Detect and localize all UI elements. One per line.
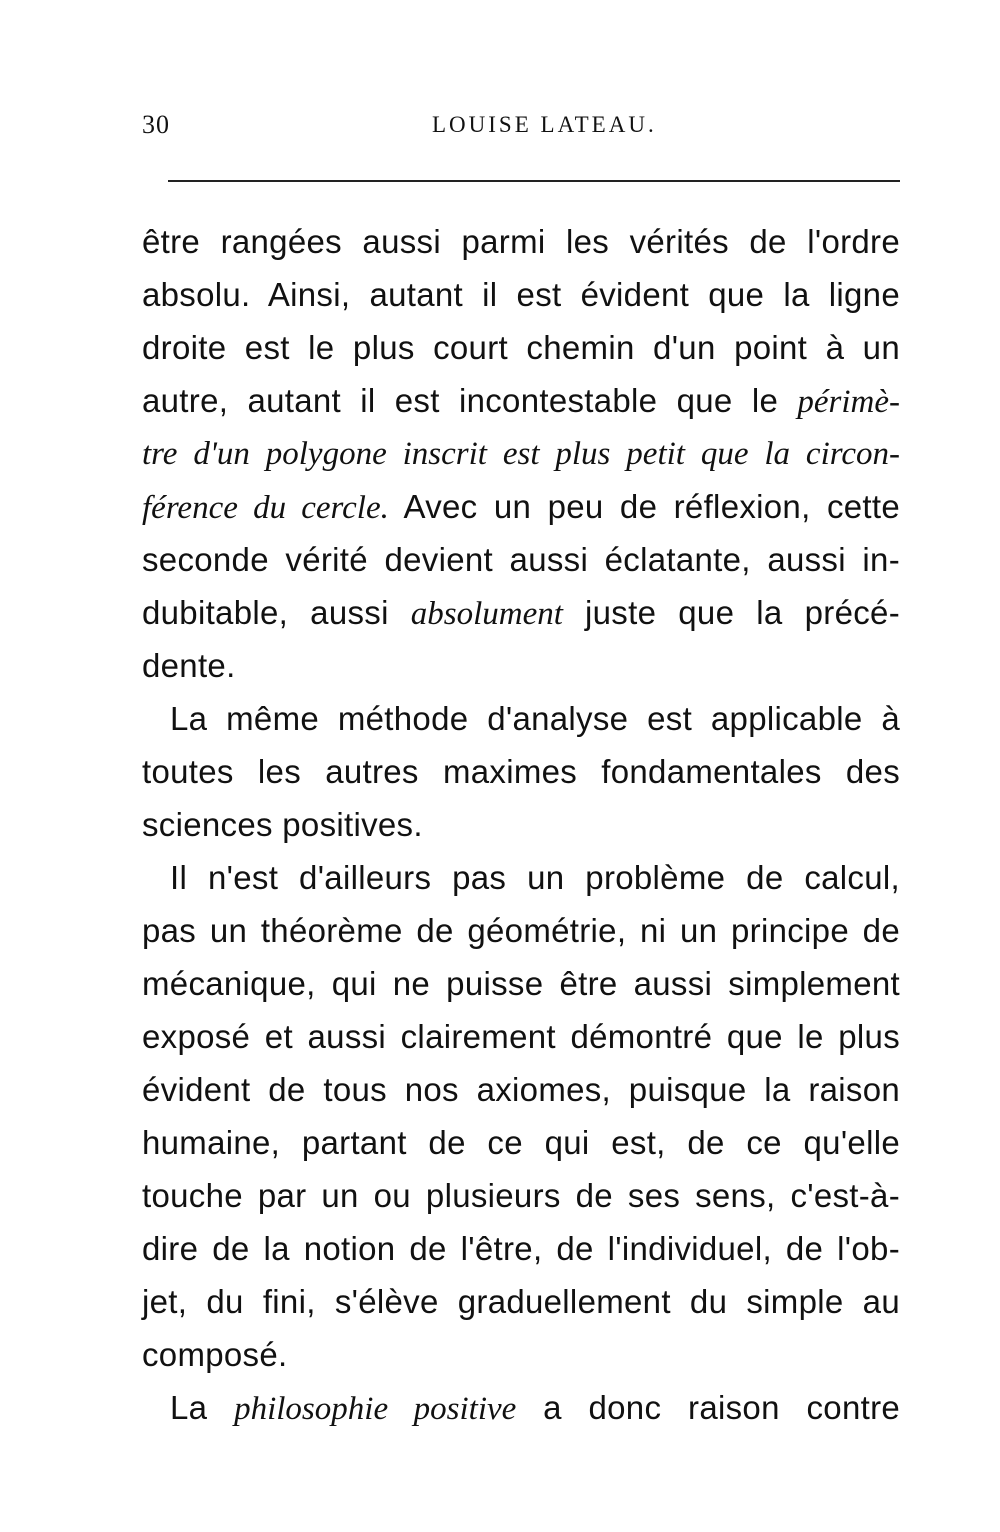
text-line: humaine, partant de ce qui est, de ce qu'elle xyxy=(142,1124,900,1161)
text-line: exposé et aussi clairement démontré que le plus xyxy=(142,1018,900,1055)
text-line: dubitable, aussi absolument juste que la précé- xyxy=(142,594,900,632)
text-line: mécanique, qui ne puisse être aussi simplement xyxy=(142,965,900,1002)
text-line: composé. xyxy=(142,1336,288,1373)
text-line: droite est le plus court chemin d'un point à un xyxy=(142,329,900,366)
header-rule xyxy=(168,180,900,182)
text-line: La même méthode d'analyse est applicable à xyxy=(170,700,900,737)
text-line: férence du cercle. Avec un peu de réflexion, cette xyxy=(142,488,900,526)
text-line: dire de la notion de l'être, de l'individuel, de l'ob- xyxy=(142,1230,900,1267)
text-line: autre, autant il est incontestable que le périmè- xyxy=(142,382,900,420)
text-line: être rangées aussi parmi les vérités de l'ordre xyxy=(142,223,900,260)
text-line: dente. xyxy=(142,647,236,684)
text-line: toutes les autres maximes fondamentales des xyxy=(142,753,900,790)
page-number: 30 xyxy=(142,110,170,139)
text-line: absolu. Ainsi, autant il est évident que la ligne xyxy=(142,276,900,313)
text-line: Il n'est d'ailleurs pas un problème de calcul, xyxy=(170,859,900,896)
running-head xyxy=(0,110,1000,150)
text-line: tre d'un polygone inscrit est plus petit que la circon- xyxy=(142,436,900,472)
text-line: jet, du fini, s'élève graduellement du simple au xyxy=(142,1283,900,1320)
running-title: LOUISE LATEAU. xyxy=(432,112,657,137)
text-line: touche par un ou plusieurs de ses sens, c'est-à- xyxy=(142,1177,900,1214)
text-line: seconde vérité devient aussi éclatante, aussi in- xyxy=(142,541,900,578)
text-line: sciences positives. xyxy=(142,806,423,843)
text-line: La philosophie positive a donc raison contre xyxy=(170,1389,901,1427)
text-line: pas un théorème de géométrie, ni un principe de xyxy=(142,912,900,949)
text-line: évident de tous nos axiomes, puisque la raison xyxy=(142,1071,900,1108)
